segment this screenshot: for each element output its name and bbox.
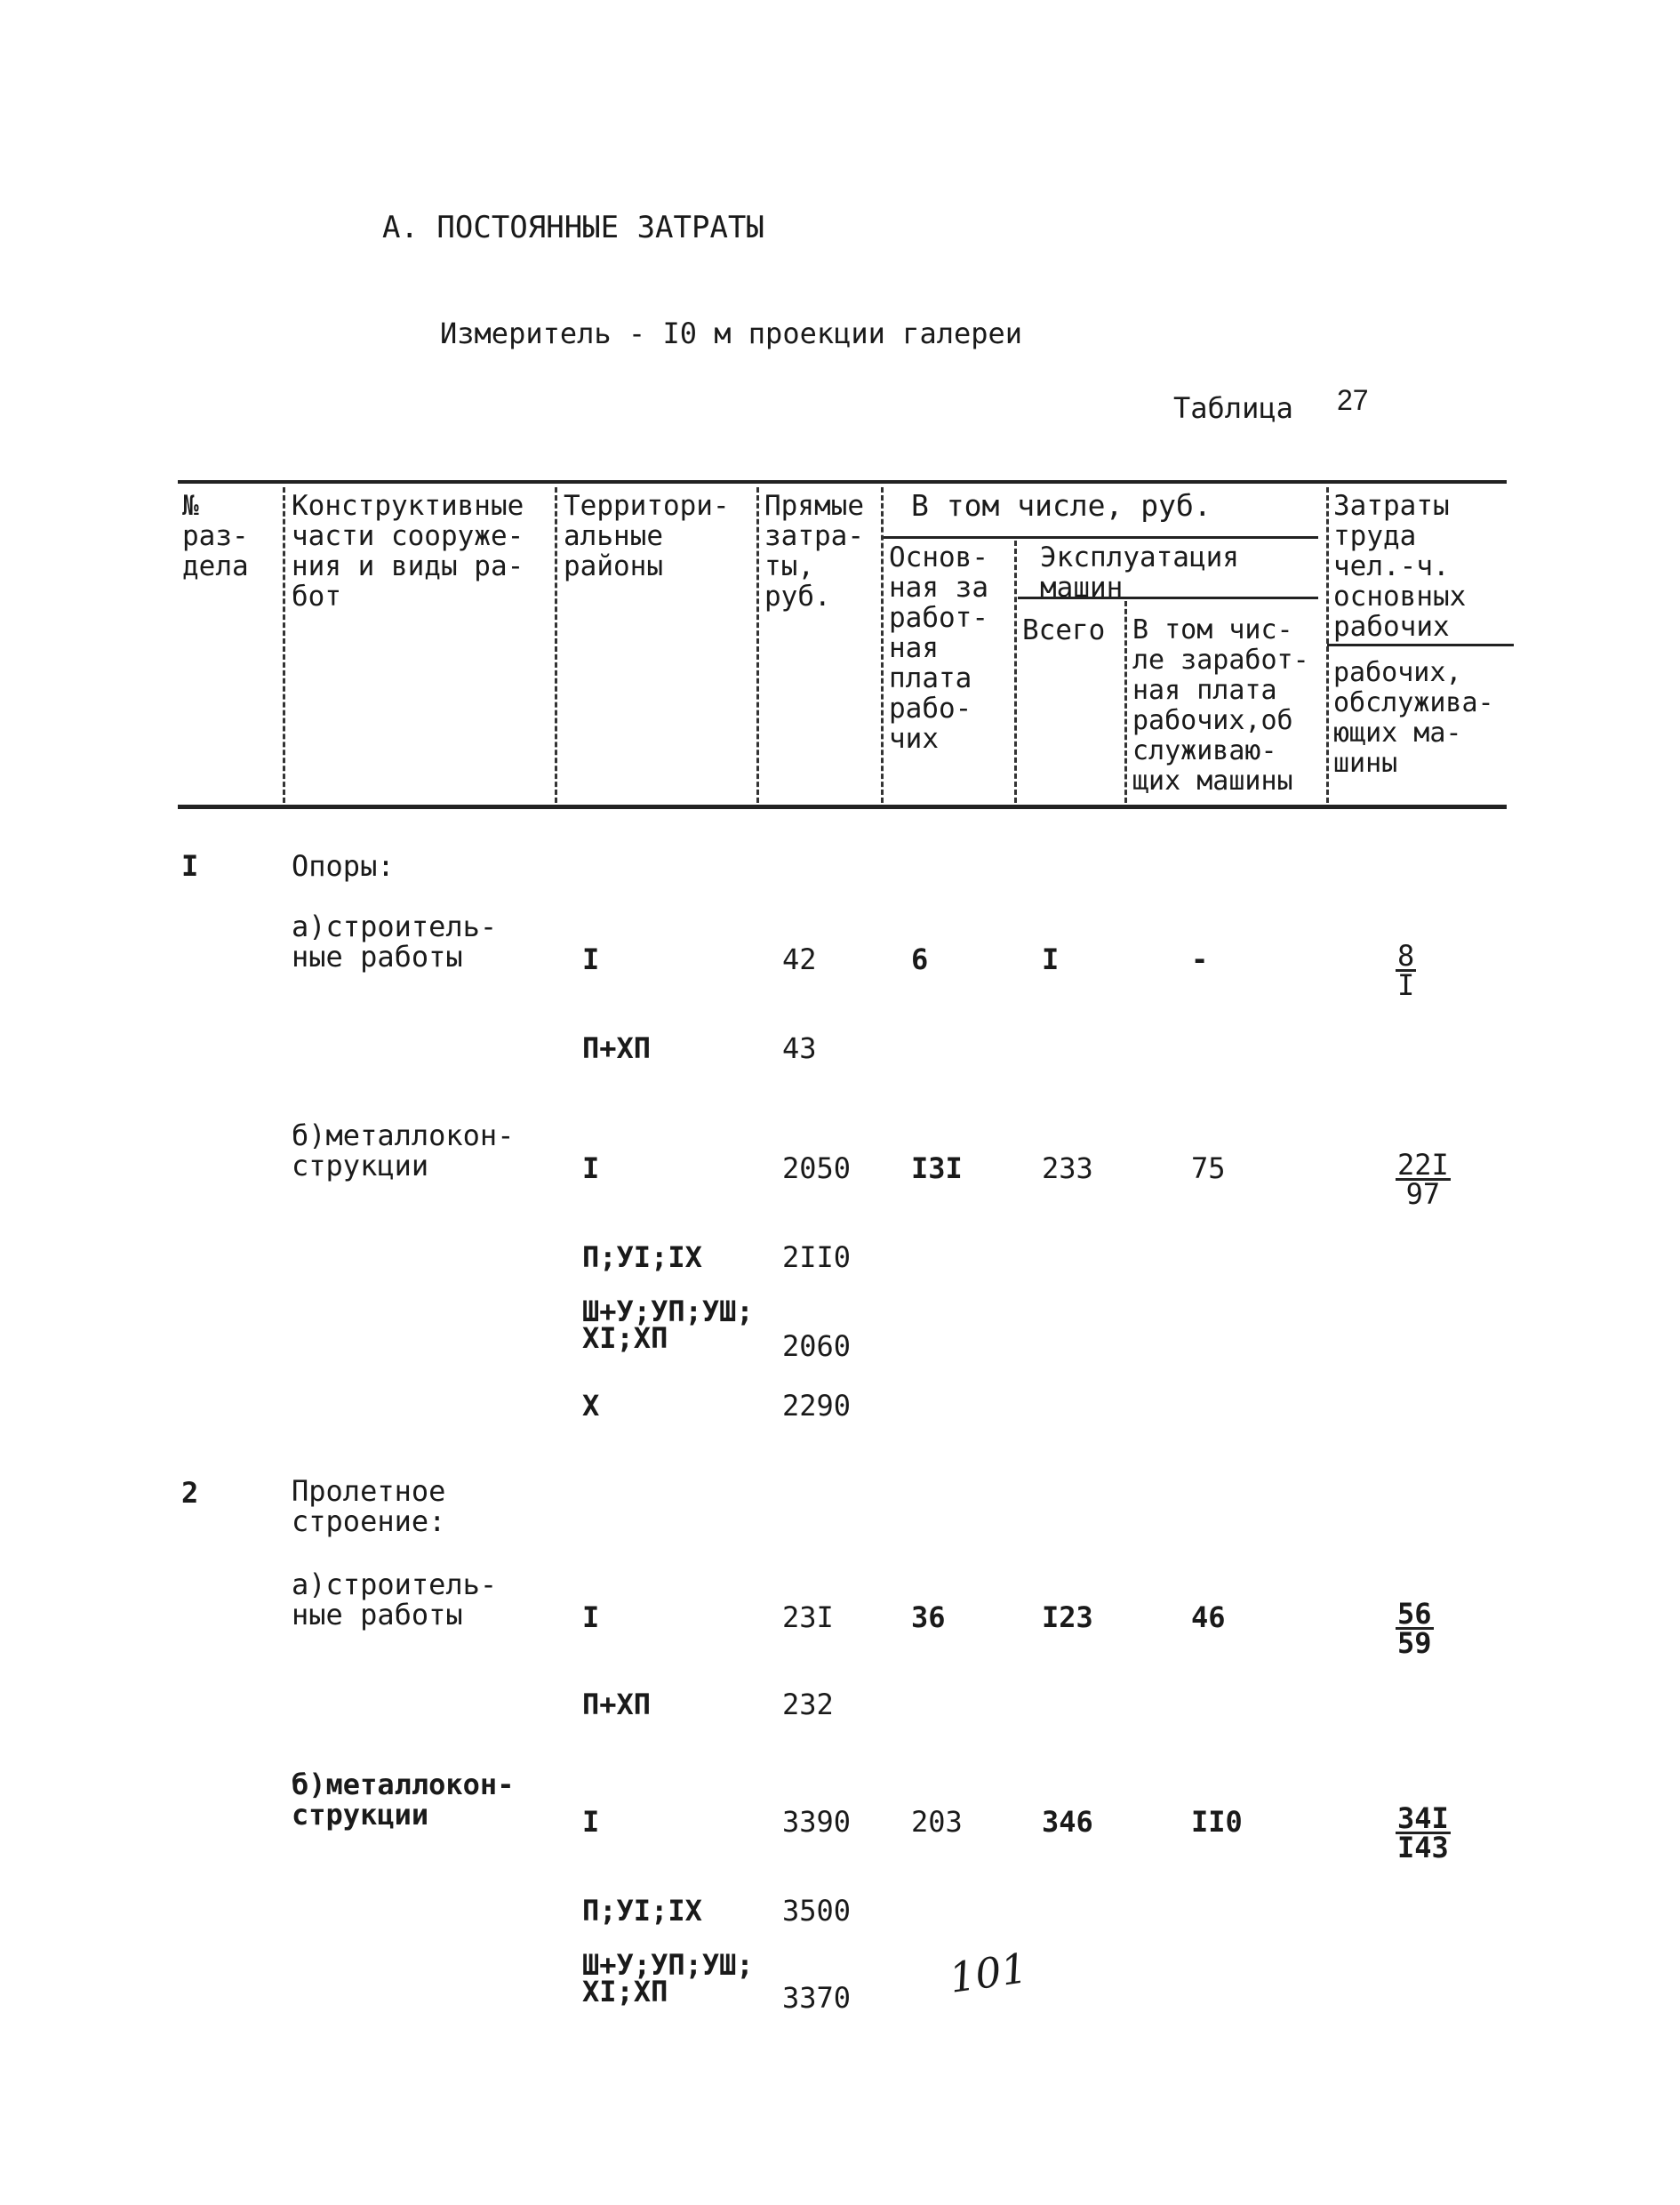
total-cell: 233 [1042,1151,1093,1185]
item-name: б)металлокон- струкции [292,1768,515,1832]
item-name: б)металлокон- струкции [292,1119,515,1183]
col-header-wages: Основ- ная за работ- ная плата рабо- чих [889,541,988,755]
labor-top: 56 [1397,1597,1432,1631]
col-divider [756,487,759,803]
region-cell: I [582,1151,600,1185]
region-cell: П+XП [582,1031,652,1065]
direct-cell: 232 [782,1688,834,1721]
wages-cell: 36 [911,1600,946,1634]
section-number: 2 [181,1476,199,1510]
labor-top: 22I [1397,1148,1449,1182]
col-divider [1124,601,1127,803]
col-header-num: № раз- дела [182,490,249,582]
header-top-rule [178,480,1507,484]
labor-top: 8 [1397,939,1415,973]
wages-cell: I3I [911,1151,963,1185]
labor-fraction [1396,1801,1451,1864]
region-cell: X [582,1389,600,1423]
direct-cell: 3500 [782,1894,852,1928]
region-cell: I [582,1805,600,1839]
section-title: Пролетное строение: [292,1474,446,1538]
direct-cell: 42 [782,942,817,976]
labor-fraction [1396,939,1416,1002]
labor-top: 34I [1397,1801,1449,1835]
machine-wages-cell: - [1191,942,1209,976]
region-cell: П+XП [582,1688,652,1721]
direct-cell: 3370 [782,1981,852,2015]
region-cell: I [582,942,600,976]
labor-bottom: I43 [1397,1831,1449,1864]
labor-bottom: I [1397,968,1415,1002]
direct-cell: 2II0 [782,1240,852,1274]
col-divider [1014,541,1017,803]
col-header-machine-wages: В том чис- ле заработ- ная плата рабочих,об служиваю- щих машины [1132,614,1309,797]
direct-cell: 23I [782,1600,834,1634]
labor-fraction [1396,1148,1451,1211]
col-header-including: В том числе, руб. [911,488,1212,523]
page-number: 101 [946,1944,1031,2002]
total-cell: I [1042,942,1060,976]
header-bottom-rule [178,805,1507,809]
col-divider [555,487,557,803]
including-subrule [883,536,1318,539]
labor-bottom: 97 [1405,1177,1441,1211]
wages-cell: 203 [911,1805,963,1839]
table-label: Таблица [1173,391,1293,425]
total-cell: 346 [1042,1805,1093,1839]
labor-fraction [1396,1597,1434,1660]
col-divider [283,487,285,803]
machine-wages-cell: II0 [1191,1805,1243,1839]
total-cell: I23 [1042,1600,1093,1634]
region-cell: П;УI;IX [582,1240,702,1274]
table-number: 27 [1337,384,1369,416]
col-header-direct: Прямые затра- ты, руб. [764,490,864,613]
col-header-total: Всего [1022,614,1106,646]
machine-wages-cell: 75 [1191,1151,1226,1185]
col-divider [1326,487,1329,803]
wages-cell: 6 [911,942,929,976]
item-name: а)строитель- ные работы [292,1568,498,1632]
section-number: I [181,849,199,883]
region-cell: Ш+У;УП;УШ; XI;XП [582,1948,754,2009]
col-header-labor-machine: рабочих, обслужива- ющих ма- шины [1333,657,1494,779]
direct-cell: 2060 [782,1329,852,1363]
item-name: а)строитель- ные работы [292,910,498,974]
measure-line: Измеритель - I0 м проекции галереи [440,317,1023,350]
direct-cell: 3390 [782,1805,852,1839]
region-cell: П;УI;IX [582,1894,702,1928]
direct-cell: 2290 [782,1389,852,1423]
document-heading: А. ПОСТОЯННЫЕ ЗАТРАТЫ [382,210,764,245]
labor-bottom: 59 [1397,1626,1432,1660]
direct-cell: 43 [782,1031,817,1065]
direct-cell: 2050 [782,1151,852,1185]
region-cell: I [582,1600,600,1634]
labor-subrule [1327,644,1514,646]
col-header-parts: Конструктивные части сооруже- ния и виды ра- бот [292,490,524,613]
col-header-regions: Территори- альные районы [564,490,730,582]
section-title: Опоры: [292,849,395,883]
col-header-machines: Эксплуатация машин [1040,541,1239,604]
machine-wages-cell: 46 [1191,1600,1226,1634]
col-header-labor: Затраты труда чел.-ч. основных рабочих [1333,490,1467,643]
col-divider [881,487,884,803]
region-cell: Ш+У;УП;УШ; XI;XП [582,1295,754,1355]
